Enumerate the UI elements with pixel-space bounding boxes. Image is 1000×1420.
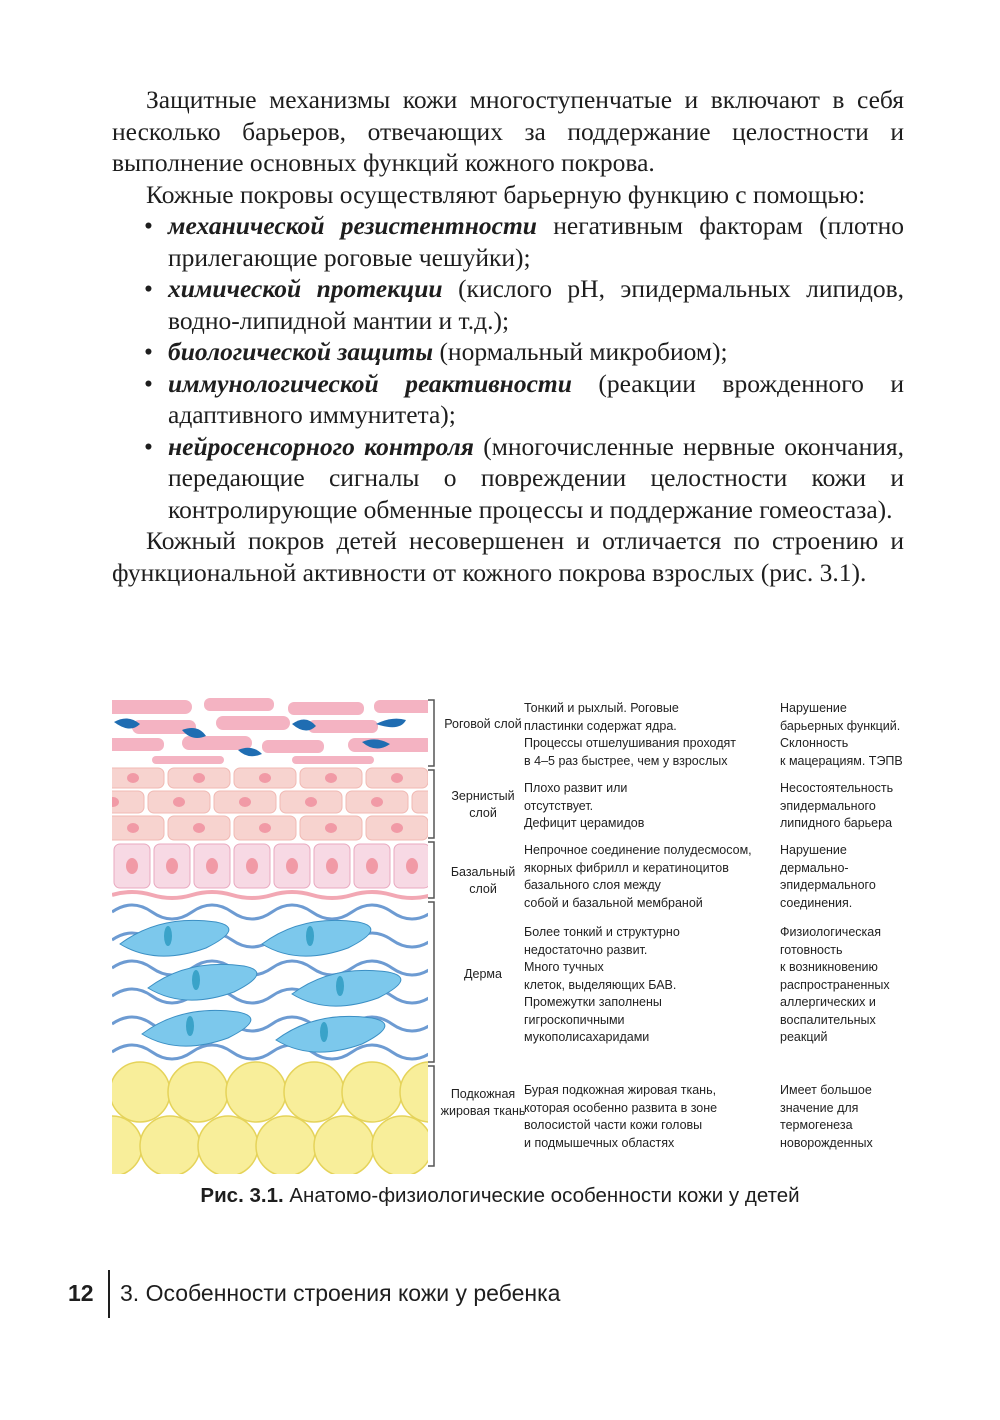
layer-consequence-basal: Нарушение дермально- эпидермального соединения. [780,843,876,910]
layer-name-subcutaneous: Подкожная жировая ткань [440,1087,526,1118]
paragraph-2: Кожные покровы осуществляют барьерную функцию с помощью: [146,179,866,209]
layer-description-granular: Плохо развит или отсутствует. Дефицит церамидов [524,781,645,830]
list-item-term: механической резистентности [168,211,537,240]
list-item: • иммунологической реактивности (реакции врожденного и адаптивного иммунитета); [144,368,904,429]
body-text [112,84,904,588]
list-item-text: (реакции врожденного и адаптивного иммунитета); [168,368,904,429]
list-item: • нейросенсорного контроля (многочисленные нервные окончания, передающие сигналы о повреждении целостности кожи и контролирующие обменные процессы и поддержание гомеостаза). [144,431,904,524]
paragraph-3: Кожный покров детей несовершенен и отличается по строению и функциональной активности от кожного покрова взрослых (рис. 3.1). [112,526,904,587]
stratum-basale-illustration [112,844,432,898]
barrier-list [112,210,904,525]
list-item-text: (кислого pH, эпидермальных липидов, водно-липидной мантии и т.д.); [168,274,904,335]
list-item: • химической протекции (кислого pH, эпидермальных липидов, водно-липидной мантии и т.д.); [144,274,904,335]
stratum-granulosum-illustration [112,768,474,840]
layer-name-dermis: Дерма [464,967,502,981]
list-item-text: (нормальный микробиом); [433,337,728,366]
layer-consequence-horny: Нарушение барьерных функций. Склонность к мацерациям. ТЭПВ [780,701,903,768]
caption-label: Рис. 3.1. [200,1184,284,1207]
paragraph-1: Защитные механизмы кожи многоступенчатые и включают в себя несколько барьеров, отвечающих за поддержание целостности и выполнение основных функций кожного покрова. [112,85,904,177]
list-item-text: (многочисленные нервные окончания, передающие сигналы о повреждении целостности кожи и контролирующие обменные процессы и поддержание гомеостаза). [168,431,904,524]
layer-consequence-subcutaneous: Имеет большое значение для термогенеза новорожденных [780,1083,873,1150]
list-item-term: иммунологической реактивности [168,368,572,398]
layer-description-basal: Непрочное соединение полудесмосом, якорных фибрилл и кератиноцитов базального слоя между собой и базальной мембраной [524,843,752,910]
layer-name-horny: Роговой слой [444,717,522,731]
fibroblast-cells [120,920,401,1052]
layer-description-dermis: Более тонкий и структурно недостаточно развит. Много тучных клеток, выделяющих БАВ. Промежутки заполнены гигроскопичными мукополисахаридами [524,925,680,1044]
list-item-term: нейросенсорного контроля [168,431,474,461]
stratum-corneum-illustration [112,698,438,764]
layer-description-subcutaneous: Бурая подкожная жировая ткань, которая особенно развита в зоне волосистой части кожи головы и подмышечных областях [524,1083,718,1150]
list-item: • биологической защиты (нормальный микробиом); [144,337,728,366]
layer-name-granular: Зернистый слой [451,789,515,820]
footer-divider [108,1270,110,1318]
page-number: 12 [68,1280,94,1306]
skin-figure [112,694,912,1174]
list-item-term: химической протекции [168,274,443,303]
list-item: • механической резистентности негативным факторам (плотно прилегающие роговые чешуйки); [144,211,904,272]
caption-text: Анатомо-физиологические особенности кожи у детей [283,1184,800,1207]
chapter-title: 3. Особенности строения кожи у ребенка [120,1280,561,1306]
subcutaneous-fat-illustration [112,1062,460,1174]
layer-consequence-dermis: Физиологическая готовность к возникновению распространенных аллергических и воспалительных реакций [780,925,890,1044]
layer-description-horny: Тонкий и рыхлый. Роговые пластинки содержат ядра. Процессы отшелушивания проходят в 4–5 раз быстрее, чем у взрослых [524,701,737,768]
list-item-text: негативным факторам (плотно прилегающие роговые чешуйки); [168,211,904,272]
figure-caption [0,1184,1000,1208]
list-item-term: биологической защиты [168,337,434,366]
layer-consequence-granular: Несостоятельность эпидермального липидного барьера [780,781,894,830]
layer-name-basal: Базальный слой [450,865,516,896]
layer-brackets [428,700,434,1166]
